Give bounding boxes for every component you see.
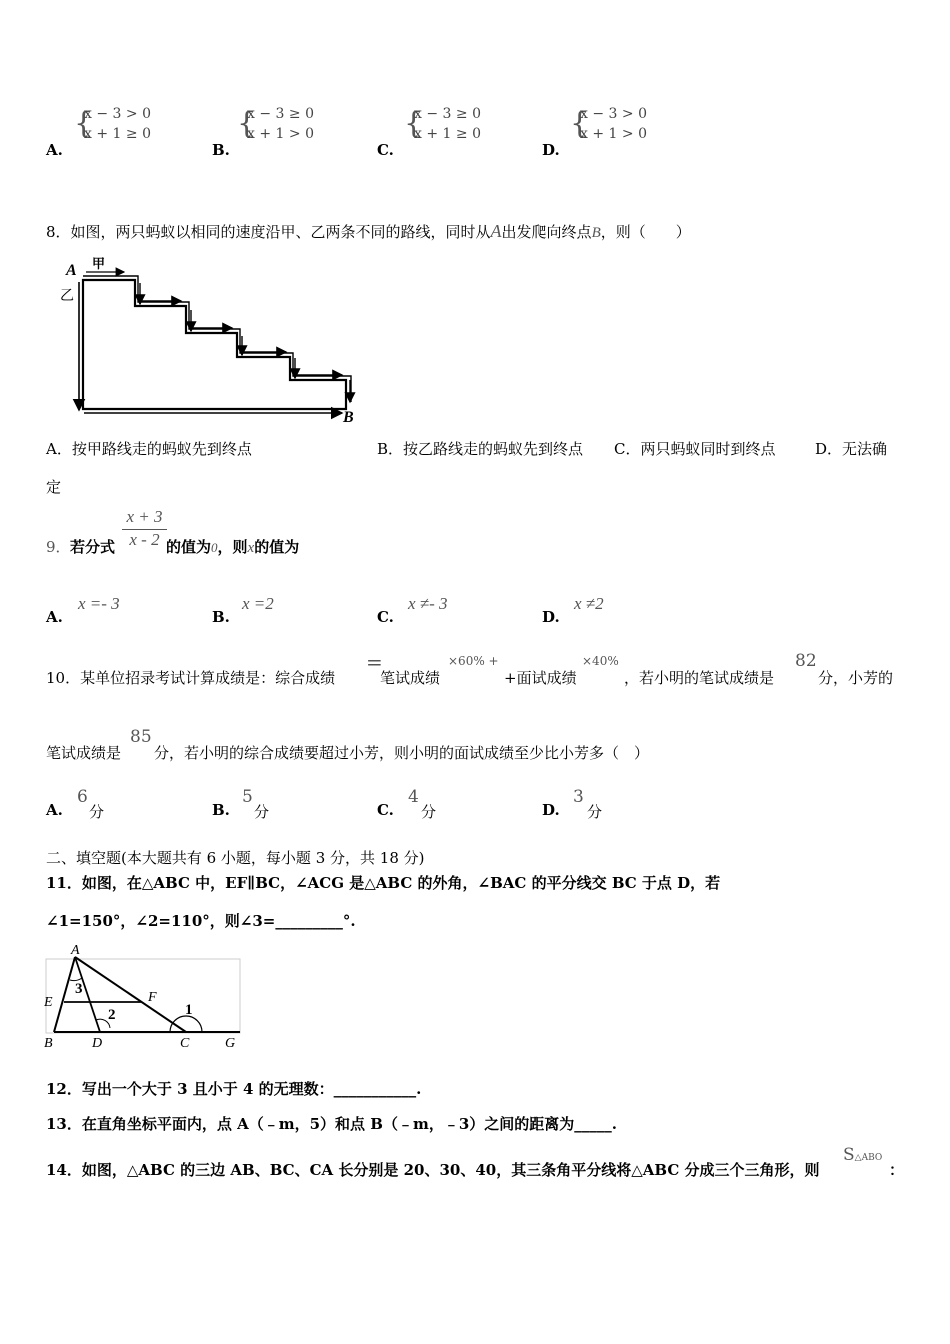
q8-option-b: B．按乙路线走的蚂蚁先到终点 [377,440,584,458]
q14-text: 14．如图，△ABC 的三边 AB、BC、CA 长分别是 20、30、40，其三条角平分线将△ABC 分成三个三角形，则 [46,1161,820,1179]
q11-angle-3: 3 [75,981,83,997]
q10-option-d-unit: 分 [587,803,603,821]
q9-number: 9． [46,538,71,556]
q7-option-a-system: { x − 3 > 0 x + 1 ≥ 0 [74,106,151,142]
q10-stem-end: 分，小芳的 [818,669,894,687]
q10-score-82: 82 [795,651,817,671]
q8-figure-label-b: B [343,409,354,426]
q10-option-a-unit: 分 [89,803,105,821]
q9-option-a-label: A. [46,608,63,626]
q9-fraction [122,507,167,550]
q11-angle-2: 2 [108,1007,116,1023]
q8-option-a: A．按甲路线走的蚂蚁先到终点 [46,440,252,458]
q8-figure-label-a: A [66,262,77,279]
q9-option-a-value: x =- 3 [78,594,120,613]
q10-option-a-label: A. [46,801,63,819]
q11-label-e: E [44,995,53,1010]
q8-option-c: C．两只蚂蚁同时到终点 [614,440,776,458]
q9-numerator: x + 3 [126,507,163,526]
q9-stem-b: 的值为0，则x的值为 [166,538,300,556]
q11-label-f: F [148,990,157,1005]
q9-option-c-value: x ≠- 3 [408,594,448,613]
q10-score-85: 85 [130,727,152,747]
q9-option-b-label: B. [212,608,230,626]
q10-weight-40: ×40% [582,654,619,668]
q11-label-a: A [71,943,80,958]
q10-written-score: 笔试成绩 [380,669,441,687]
q10-option-b-unit: 分 [254,803,270,821]
q8-staircase-figure [46,252,376,427]
q10-weight-60: ×60% + [448,654,499,668]
q7-option-a-label: A. [46,141,63,159]
q7-option-d-system: { x − 3 > 0 x + 1 > 0 [570,106,647,142]
q11-line1: 11．如图，在△ABC 中，EF∥BC，∠ACG 是△ABC 的外角，∠BAC 的平分线交 BC 于点 D，若 [46,874,721,892]
q10-option-b-value: 5 [242,787,253,807]
q7-option-b-system: { x − 3 ≥ 0 x + 1 > 0 [237,106,314,142]
q12-text: 12．写出一个大于 3 且小于 4 的无理数：___________. [46,1080,422,1098]
q9-option-d-label: D. [542,608,560,626]
q7-option-c-label: C. [377,141,394,159]
q14-colon: ： [889,1161,905,1179]
q8-option-d: D．无法确 [815,440,888,458]
q7-option-b-label: B. [212,141,230,159]
q7-option-c-system: { x − 3 ≥ 0 x + 1 ≥ 0 [404,106,481,142]
q10-stem-start: 10．某单位招录考试计算成绩是：综合成绩 [46,669,336,687]
q10-option-a-value: 6 [77,787,88,807]
q11-line2: ∠1=150°，∠2=110°，则∠3=_________°. [46,912,356,930]
q10-line2-start: 笔试成绩是 [46,744,122,762]
q9-option-d-value: x ≠2 [574,594,604,613]
q11-triangle-figure [44,940,244,1050]
q8-figure-label-jia: 甲 [92,256,106,271]
q10-option-c-value: 4 [408,787,419,807]
q9-option-b-value: x =2 [242,594,274,613]
q8-stem: 8．如图，两只蚂蚁以相同的速度沿甲、乙两条不同的路线，同时从A出发爬向终点B，则（ ） [46,221,691,241]
q10-option-c-unit: 分 [421,803,437,821]
q14-area-symbol: S△ABO [843,1145,883,1165]
q10-option-d-value: 3 [573,787,584,807]
q9-stem-a: 若分式 [70,538,116,556]
q8-option-d-continued: 定 [46,478,62,496]
q10-interview-score: +面试成绩 [504,669,577,687]
q11-label-c: C [180,1036,190,1050]
q11-angle-1: 1 [185,1002,193,1018]
q11-label-b: B [44,1036,53,1050]
q10-stem-mid: ，若小明的笔试成绩是 [624,669,775,687]
q11-label-g: G [225,1036,236,1050]
q7-option-d-label: D. [542,141,560,159]
q11-label-d: D [92,1036,103,1050]
q10-line2-end: 分，若小明的综合成绩要超过小芳，则小明的面试成绩至少比小芳多（ ） [154,744,650,762]
q10-equals: = [366,650,383,674]
q13-text: 13．在直角坐标平面内，点 A（﹣m，5）和点 B（﹣m，﹣3）之间的距离为_____. [46,1115,617,1133]
q10-option-c-label: C. [377,801,394,819]
q9-denominator: x - 2 [129,530,160,549]
section-2-heading: 二、填空题(本大题共有 6 小题，每小题 3 分，共 18 分) [46,849,425,867]
q10-option-d-label: D. [542,801,560,819]
q10-option-b-label: B. [212,801,230,819]
q9-option-c-label: C. [377,608,394,626]
q8-figure-label-yi: 乙 [60,289,74,304]
